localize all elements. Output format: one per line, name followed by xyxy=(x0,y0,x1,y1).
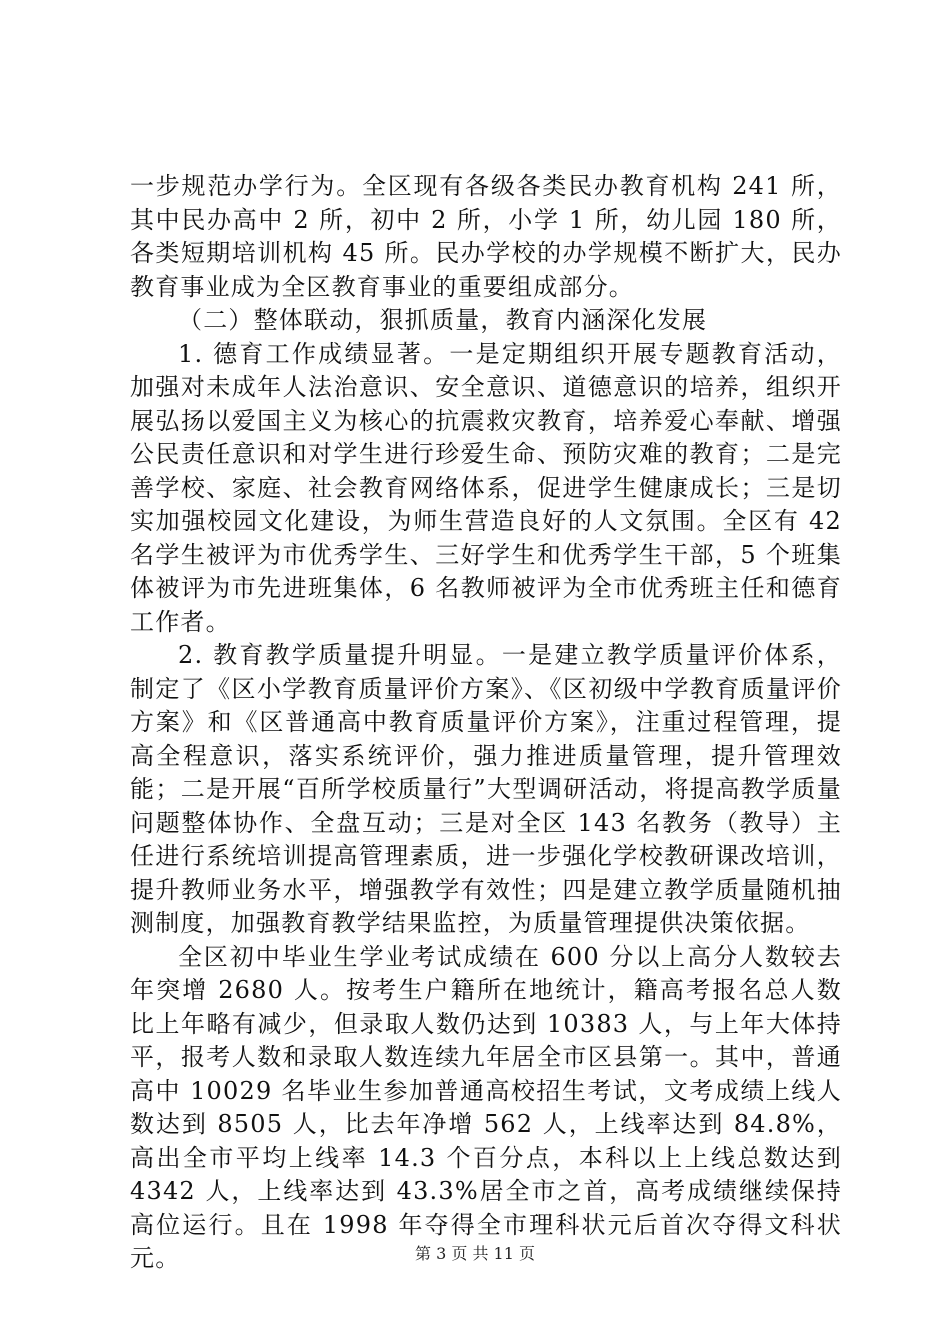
paragraph-moral-education: 1. 德育工作成绩显著。一是定期组织开展专题教育活动，加强对未成年人法治意识、安全意识、道德意识的培养，组织开展弘扬以爱国主义为核心的抗震救灾教育，培养爱心奉献、增强公民责任意识和对学生进行珍爱生命、预防灾难的教育；二是完善学校、家庭、社会教育网络体系，促进学生健康成长；三是切实加强校园文化建设，为师生营造良好的人文氛围。全区有 42 名学生被评为市优秀学生、三好学生和优秀学生干部，5 个班集体被评为市先进班集体，6 名教师被评为全市优秀班主任和德育工作者。 xyxy=(130,339,842,636)
page-number-footer: 第 3 页 共 11 页 xyxy=(415,1244,535,1263)
paragraph-exam-results: 全区初中毕业生学业考试成绩在 600 分以上高分人数较去年突增 2680 人。按考生户籍所在地统计，籍高考报名总人数比上年略有减少，但录取人数仍达到 10383 人，与上年大体持平，报考人数和录取人数连续九年居全市区县第一。其中，普通高中 10029 名毕业生参加普通高校招生考试，文考成绩上线人数达到 8505 人，比去年净增 562 人，上线率达到 84.8%，高出全市平均上线率 14.3 个百分点，本科以上上线总数达到 4342 人，上线率达到 43.3%居全市之首，高考成绩继续保持高位运行。且在 1998 年夺得全市理科状元后首次夺得文科状元。 xyxy=(130,942,842,1272)
section-heading: （二）整体联动，狠抓质量，教育内涵深化发展 xyxy=(178,306,708,334)
paragraph-private-education: 一步规范办学行为。全区现有各级各类民办教育机构 241 所，其中民办高中 2 所，初中 2 所，小学 1 所，幼儿园 180 所，各类短期培训机构 45 所。民办学校的办学规模不断扩大，民办教育事业成为全区教育事业的重要组成部分。 xyxy=(130,172,842,301)
document-body xyxy=(130,170,842,1276)
paragraph-teaching-quality: 2. 教育教学质量提升明显。一是建立教学质量评价体系，制定了《区小学教育质量评价方案》、《区初级中学教育质量评价方案》和《区普通高中教育质量评价方案》，注重过程管理，提高全程意识，落实系统评价，强力推进质量管理，提升管理效能；二是开展“百所学校质量行”大型调研活动，将提高教学质量问题整体协作、全盘互动；三是对全区 143 名教务（教导）主任进行系统培训提高管理素质，进一步强化学校教研课改培训，提升教师业务水平，增强教学有效性；四是建立教学质量随机抽测制度，加强教育教学结果监控，为质量管理提供决策依据。 xyxy=(130,641,842,937)
